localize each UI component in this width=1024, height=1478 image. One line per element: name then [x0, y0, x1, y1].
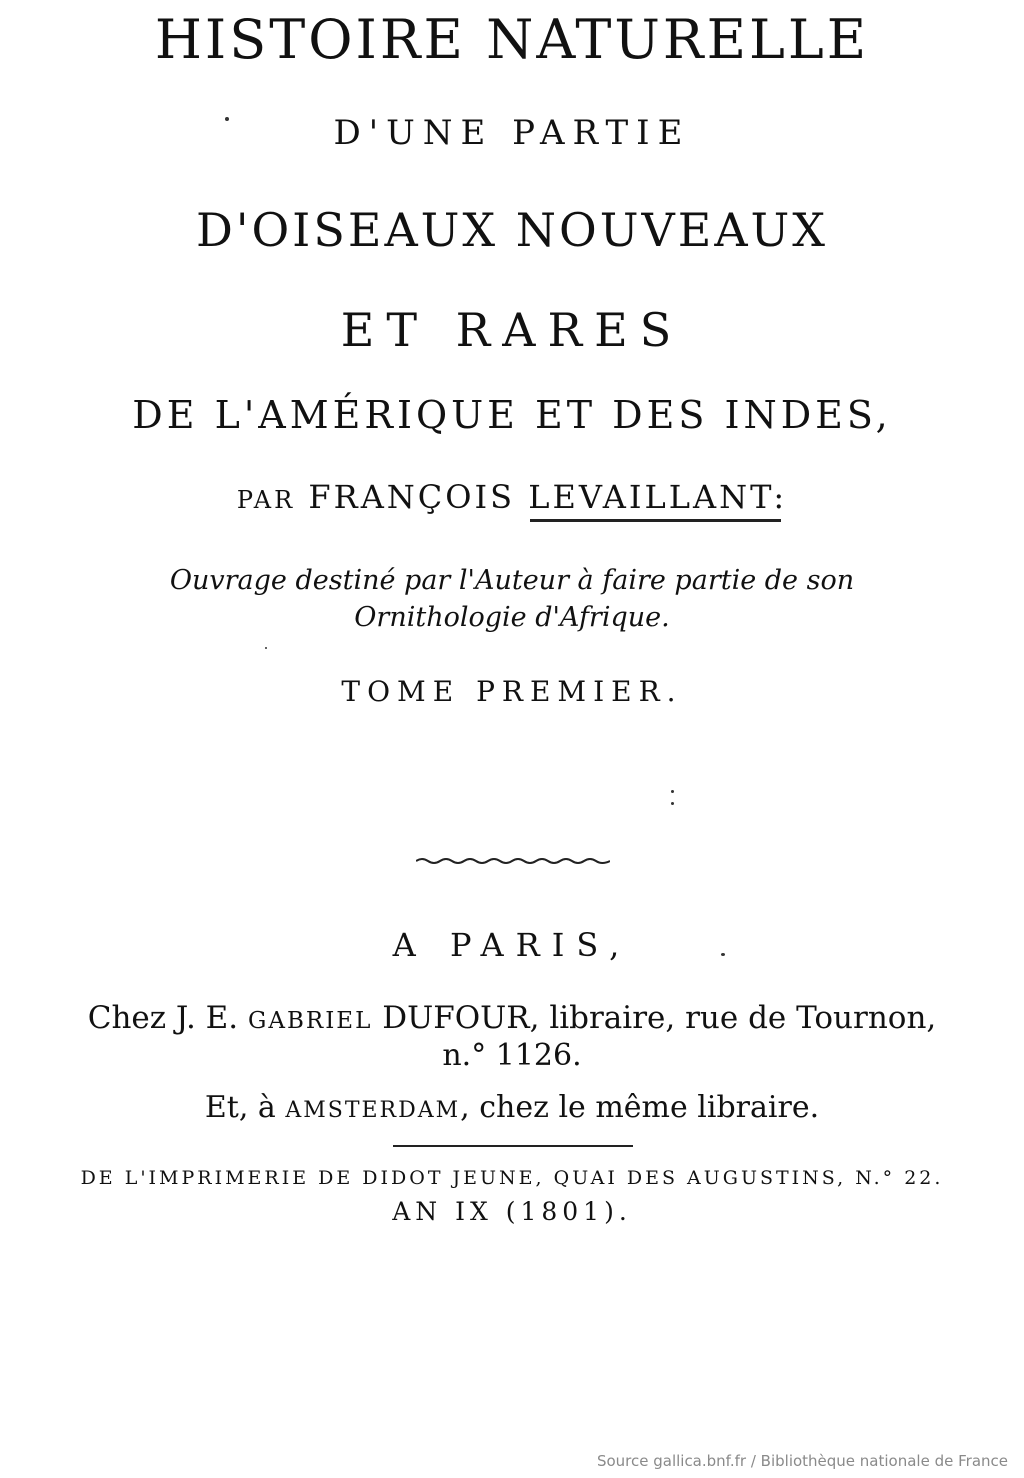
place-line: A PARIS,: [392, 926, 632, 964]
author-line: [0, 478, 1024, 516]
date-line: AN IX (1801).: [392, 1197, 632, 1226]
author-first-name: FRANÇOIS: [308, 478, 516, 516]
title-line-1: HISTOIRE NATURELLE: [154, 8, 870, 71]
ink-speck: [671, 790, 674, 793]
subtitle: Ouvrage destiné par l'Auteur à faire partie de son Ornithologie d'Afrique.: [169, 565, 855, 633]
ink-speck: [225, 117, 229, 121]
printer-line: DE L'IMPRIMERIE DE DIDOT JEUNE, QUAI DES AUGUSTINS, N.° 22.: [80, 1167, 944, 1189]
amsterdam-suffix: , chez le même libraire.: [460, 1090, 820, 1125]
title-line-5: DE L'AMÉRIQUE ET DES INDES,: [132, 393, 892, 437]
source-credit: Source gallica.bnf.fr / Bibliothèque nationale de France: [596, 1452, 1008, 1470]
publisher-suffix: , libraire, rue de Tournon,: [529, 1000, 937, 1036]
title-line-3: D'OISEAUX NOUVEAUX: [195, 203, 829, 257]
author-last-name: LEVAILLANT:: [528, 478, 788, 516]
amsterdam-line: [0, 1090, 1024, 1125]
publisher-smallcaps: GABRIEL: [248, 1008, 373, 1034]
publisher-prefix: Chez J. E.: [87, 1000, 239, 1036]
publisher-name: DUFOUR: [382, 1000, 530, 1036]
volume-label: TOME PREMIER.: [341, 675, 683, 708]
author-prefix: PAR: [236, 486, 296, 514]
horizontal-rule: [393, 1145, 633, 1147]
ink-speck: [671, 802, 674, 805]
amsterdam-city: AMSTERDAM: [285, 1098, 461, 1123]
ink-speck: [265, 647, 267, 649]
publisher-line: [0, 1000, 1024, 1036]
address-number: n.° 1126.: [442, 1038, 582, 1073]
amsterdam-prefix: Et, à: [204, 1090, 276, 1125]
ornament-divider: [416, 856, 610, 866]
title-line-2: D'UNE PARTIE: [333, 113, 691, 153]
ink-speck: [721, 953, 725, 956]
title-line-4: ET RARES: [340, 303, 684, 357]
